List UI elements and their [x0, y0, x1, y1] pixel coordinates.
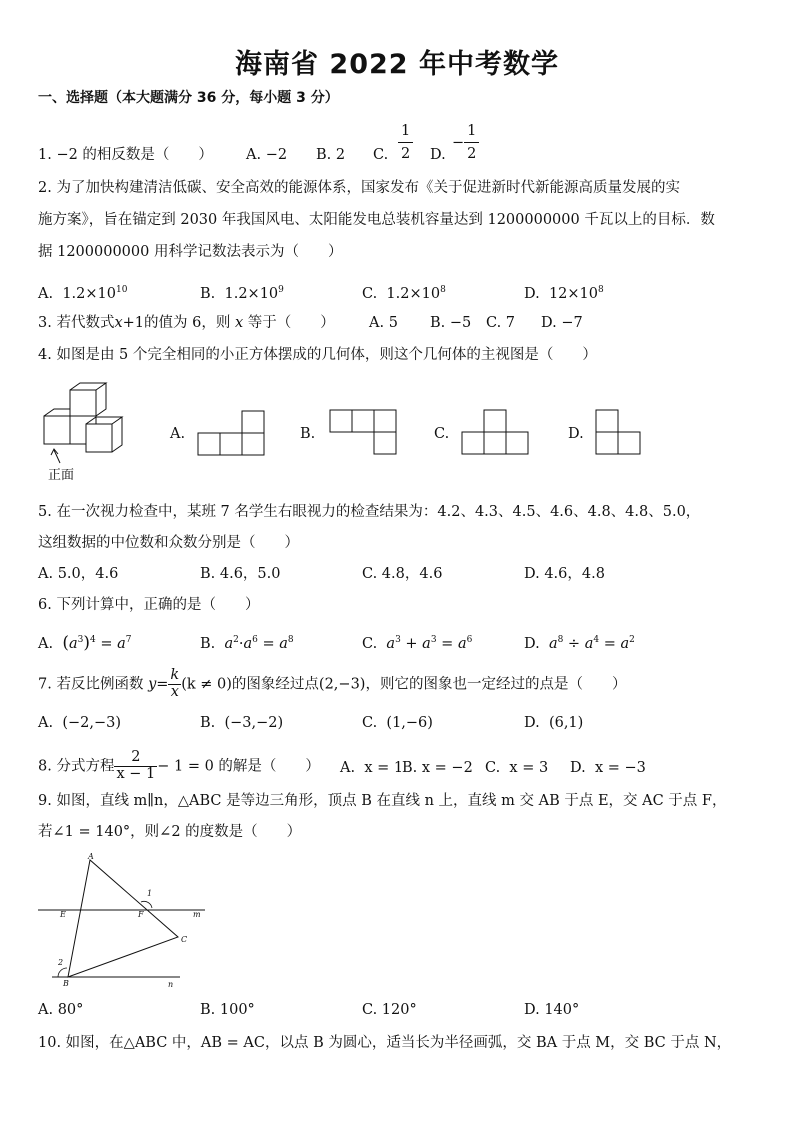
q9-label-b: B	[63, 979, 69, 988]
q4-front-label: 正面	[48, 468, 75, 483]
q1-option-a: A. −2	[246, 147, 288, 163]
q9-option-a: A. 80°	[38, 1002, 84, 1018]
q8-post: − 1 = 0 的解是（ ）	[157, 758, 320, 775]
q4-option-a-label: A.	[170, 426, 186, 442]
q5-option-c: C. 4.8，4.6	[362, 566, 443, 582]
q8-b-value: x = −2	[421, 760, 473, 776]
q1-option-c-label: C.	[373, 147, 389, 163]
q7-b-label: B.	[200, 715, 216, 731]
q9-option-c: C. 120°	[362, 1002, 417, 1018]
q8-d-value: x = −3	[594, 760, 646, 776]
page-title: 海南省 2022 年中考数学	[235, 49, 559, 80]
q7-post: ，则它的图象也一定经过的点是（ ）	[365, 676, 627, 693]
q9-label-e: E	[60, 910, 66, 919]
q3-var-x: x	[114, 315, 123, 331]
q2-b-value: 1.2×10	[224, 285, 279, 302]
q8-option-d	[570, 758, 646, 778]
section-heading: 一、选择题（本大题满分 36 分，每小题 3 分）	[38, 90, 339, 106]
q9-label-f: F	[138, 910, 144, 919]
q8-option-b	[402, 758, 473, 778]
q2-b-exponent: 9	[278, 285, 284, 295]
q2-a-label: A.	[38, 285, 54, 302]
q7-condition: (k ≠ 0)	[181, 676, 232, 693]
q3-pre: 3. 若代数式	[38, 315, 115, 331]
q7-numerator: k	[170, 667, 180, 683]
q1-stem: 1. −2 的相反数是（ ）	[38, 147, 213, 163]
q4-cube-figure	[38, 380, 158, 480]
q4-stem: 4. 如图是由 5 个完全相同的小正方体摆成的几何体，则这个几何体的主视图是（ ）	[38, 347, 597, 363]
q3-option-a: A. 5	[369, 315, 398, 331]
q2-option-b	[200, 280, 284, 304]
q4-option-d-label: D.	[568, 426, 584, 442]
q7-c-label: C.	[362, 715, 378, 731]
q3-var: x	[234, 315, 244, 331]
q7-b-value: (−3,−2)	[224, 715, 284, 731]
q9-triangle-figure	[30, 850, 210, 990]
q8-a-label: A.	[340, 760, 356, 776]
q8-d-label: D.	[570, 760, 586, 776]
q8-c-label: C.	[485, 760, 501, 776]
q8-a-value: x = 1	[364, 760, 404, 776]
q4-option-b-label: B.	[300, 426, 316, 442]
q8-pre: 8. 分式方程	[38, 758, 115, 775]
q9-angle-2: 2	[58, 958, 64, 967]
q3-option-b: B. −5	[430, 315, 472, 331]
q7-pre: 7. 若反比例函数	[38, 676, 144, 693]
q5-line2: 这组数据的中位数和众数分别是（ ）	[38, 535, 299, 551]
q1-d-numerator: 1	[464, 120, 479, 143]
q2-line3: 据 1200000000 用科学记数法表示为（ ）	[38, 244, 343, 260]
q2-option-d	[524, 280, 604, 304]
q6-option-c: C. $a^3 + a^3 = a^6$	[362, 635, 473, 652]
q9-line1: 9. 如图，直线 m∥n，△ABC 是等边三角形，顶点 B 在直线 n 上，直线 m 交 AB 于点 E，交 AC 于点 F，	[38, 793, 727, 809]
q1-option-d-value	[452, 120, 479, 165]
q5-line1: 5. 在一次视力检查中，某班 7 名学生右眼视力的检查结果为：4.2、4.3、4.5、4.6、4.8、4.8、5.0，	[38, 504, 701, 520]
q7-a-label: A.	[38, 715, 54, 731]
q2-c-value: 1.2×10	[386, 285, 441, 302]
q3-stem	[38, 313, 335, 333]
q5-option-a: A. 5.0，4.6	[38, 566, 119, 582]
q7-option-b	[200, 713, 283, 733]
q2-d-label: D.	[524, 285, 540, 302]
q9-label-n: n	[168, 980, 174, 989]
q2-line2: 施方案》，旨在锚定到 2030 年我国风电、太阳能发电总装机容量达到 1200000000 千瓦以上的目标．数	[38, 212, 715, 228]
q2-option-c	[362, 280, 446, 304]
q7-stem	[38, 668, 626, 701]
q1-c-numerator: 1	[398, 120, 413, 143]
q2-option-a	[38, 280, 127, 304]
q1-option-b: B. 2	[316, 147, 346, 163]
q6-option-b: B. $a^2\cdot a^6 = a^8$	[200, 635, 294, 652]
q3-mid: 的值为 6，则	[144, 315, 231, 331]
q2-d-exponent: 8	[598, 285, 604, 295]
q6-c-label: C.	[362, 635, 378, 652]
q7-func-y: y	[148, 676, 157, 693]
q9-line2: 若∠1 = 140°，则∠2 的度数是（ ）	[38, 824, 302, 840]
q1-d-denominator: 2	[467, 146, 477, 162]
q4-option-b-figure	[328, 408, 400, 458]
q7-point: (2,−3)	[318, 676, 366, 693]
q7-eq: =	[156, 676, 169, 693]
q9-option-b: B. 100°	[200, 1002, 255, 1018]
q7-option-d	[524, 713, 583, 733]
q9-label-m: m	[193, 910, 201, 919]
q5-option-d: D. 4.6，4.8	[524, 566, 605, 582]
q2-a-value: 1.2×10	[62, 285, 116, 302]
q6-a-label: A.	[38, 635, 54, 652]
q8-stem	[38, 750, 320, 783]
q4-option-c-label: C.	[434, 426, 450, 442]
q7-d-label: D.	[524, 715, 540, 731]
q6-stem: 6. 下列计算中，正确的是（ ）	[38, 597, 260, 613]
q8-b-label: B.	[402, 760, 418, 776]
q6-b-label: B.	[200, 635, 216, 652]
q2-c-label: C.	[362, 285, 378, 302]
q4-option-c-figure	[460, 408, 532, 458]
q9-option-d: D. 140°	[524, 1002, 580, 1018]
q4-option-a-figure	[196, 409, 268, 457]
q7-c-value: (1,−6)	[386, 715, 433, 731]
q6-d-label: D.	[524, 635, 540, 652]
q2-c-exponent: 8	[440, 285, 446, 295]
q3-option-d: D. −7	[541, 315, 583, 331]
q2-line1: 2. 为了加快构建清洁低碳、安全高效的能源体系，国家发布《关于促进新时代新能源高质量发展的实	[38, 180, 680, 196]
q1-option-c-value	[398, 120, 413, 165]
q9-angle-1: 1	[147, 889, 153, 898]
q6-option-d: D. $a^8 \div a^4 = a^2$	[524, 635, 635, 652]
q9-label-a: A	[88, 852, 94, 861]
q7-denominator: x	[170, 683, 179, 700]
q9-label-c: C	[181, 935, 188, 944]
q8-option-c	[485, 758, 548, 778]
q7-a-value: (−2,−3)	[62, 715, 121, 731]
q2-b-label: B.	[200, 285, 216, 302]
q3-option-c: C. 7	[486, 315, 516, 331]
q7-option-a	[38, 713, 121, 733]
q7-option-c	[362, 713, 433, 733]
q8-option-a	[340, 758, 403, 778]
q2-a-exponent: 10	[115, 285, 128, 295]
q1-d-sign: −	[452, 134, 465, 151]
q2-d-value: 12×10	[548, 285, 598, 302]
q8-c-value: x = 3	[509, 760, 549, 776]
q1-c-denominator: 2	[401, 146, 411, 162]
q10-line1: 10. 如图，在△ABC 中，AB = AC，以点 B 为圆心，适当长为半径画弧，交 BA 于点 M，交 BC 于点 N，	[38, 1035, 732, 1051]
q5-option-b: B. 4.6，5.0	[200, 566, 281, 582]
q7-d-value: (6,1)	[548, 715, 584, 731]
q4-option-d-figure	[594, 408, 644, 458]
q6-option-a: A. $(a^3)^4 = a^7$	[38, 632, 132, 653]
q3-post: 等于（ ）	[247, 315, 335, 331]
q8-denominator: x − 1	[116, 765, 156, 782]
q7-mid: 的图象经过点	[231, 676, 319, 693]
q8-numerator: 2	[114, 750, 157, 767]
q1-option-d-label: D.	[430, 147, 446, 163]
q3-plus-one: +1	[122, 315, 145, 331]
